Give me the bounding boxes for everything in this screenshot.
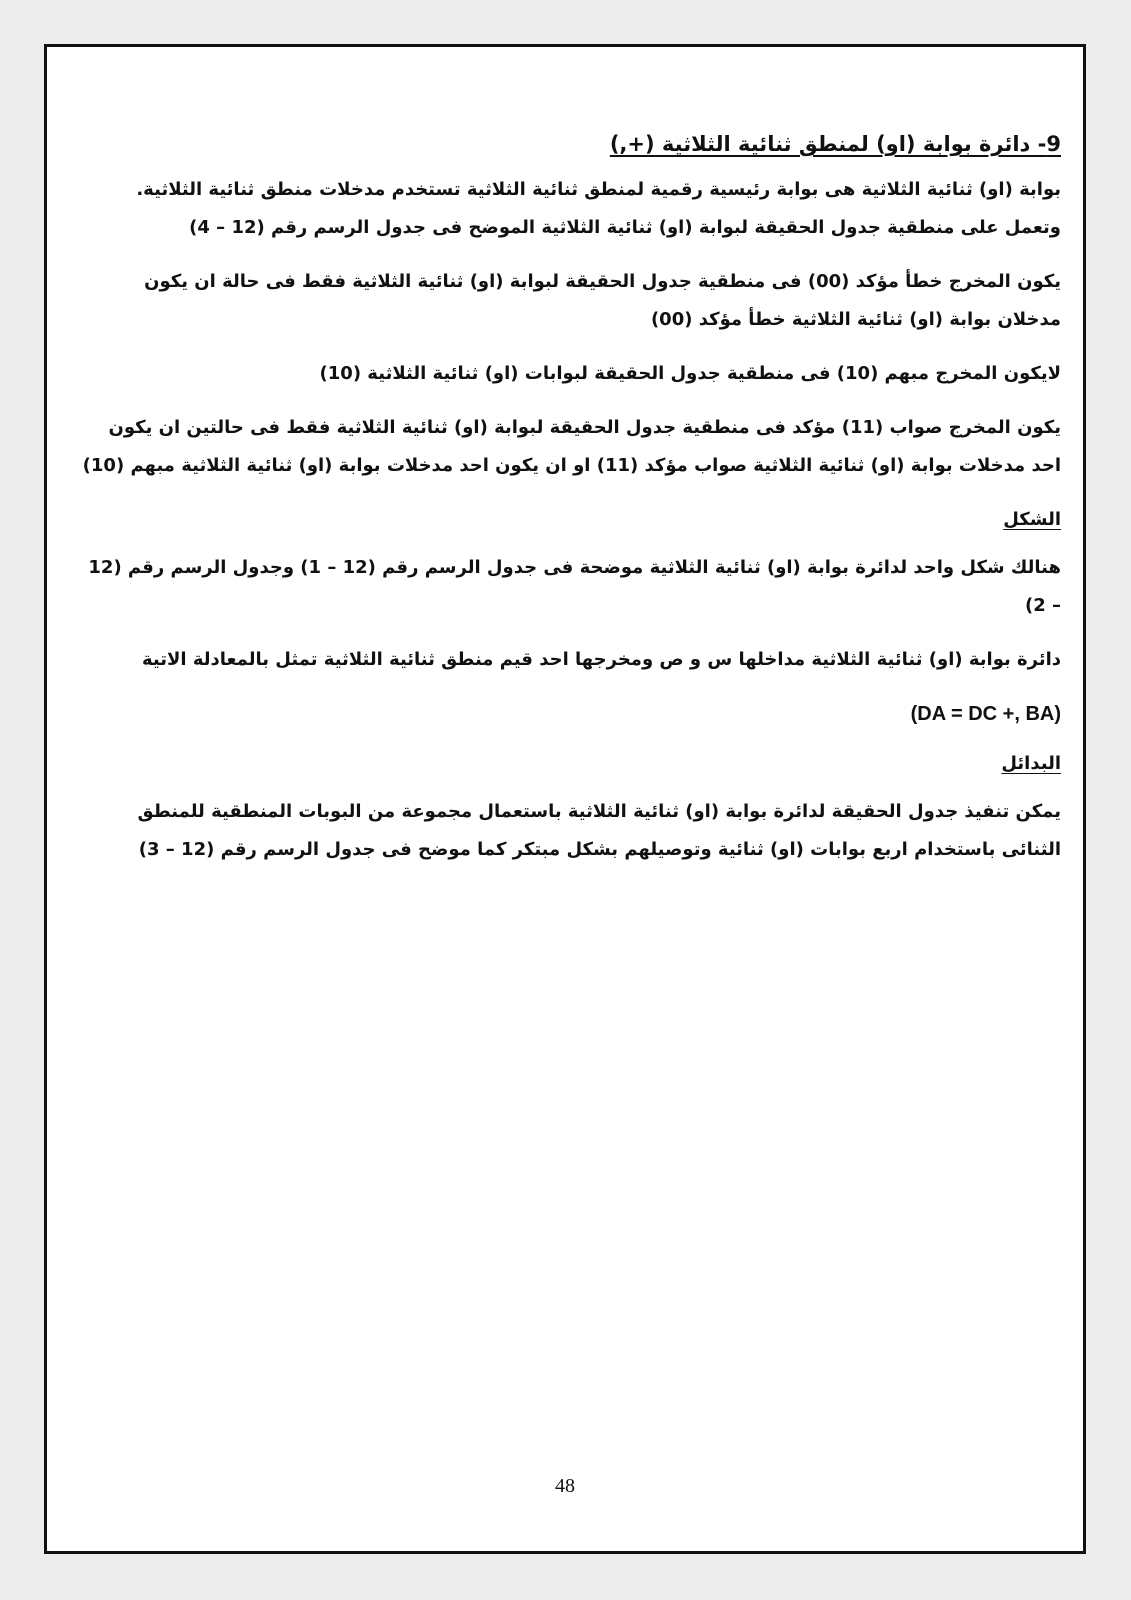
equation: (DA = DC +, BA) xyxy=(910,703,1061,725)
page-number: 48 xyxy=(555,1475,575,1497)
page-content xyxy=(77,125,1061,885)
paragraph-definition: بوابة (او) ثنائية الثلاثية هى بوابة رئيسية رقمية لمنطق ثنائية الثلاثية تستخدم مدخلات منطق ثنائية الثلاثية. وتعمل على منطقية جدول الحقيقة لبوابة (او) ثنائية الثلاثية الموضح فى جدول الرسم رقم (12 – 4) xyxy=(136,179,1061,238)
paragraph-circuit-inputs: دائرة بوابة (او) ثنائية الثلاثية مداخلها س و ص ومخرجها احد قيم منطق ثنائية الثلاثية تمثل بالمعادلة الاتية xyxy=(141,649,1061,670)
paragraph-true-output: يكون المخرج صواب (11) مؤكد فى منطقية جدول الحقيقة لبوابة (او) ثنائية الثلاثية فقط فى حالتين ان يكون احد مدخلات بوابة (او) ثنائية الثلاثية صواب مؤكد (11) او ان يكون احد مدخلات بوابة (او) ثنائية الثلاثية مبهم (10) xyxy=(82,417,1061,476)
paragraph-false-output: يكون المخرج خطأ مؤكد (00) فى منطقية جدول الحقيقة لبوابة (او) ثنائية الثلاثية فقط فى حالة ان يكون مدخلان بوابة (او) ثنائية الثلاثية خطأ مؤكد (00) xyxy=(144,271,1061,330)
alternatives-heading: البدائل xyxy=(1001,753,1061,774)
shape-heading: الشكل xyxy=(1003,509,1061,530)
document-page xyxy=(44,44,1086,1554)
paragraph-shape-description: هنالك شكل واحد لدائرة بوابة (او) ثنائية الثلاثية موضحة فى جدول الرسم رقم (12 – 1) وجدول الرسم رقم (12 – 2) xyxy=(88,557,1061,616)
paragraph-ambiguous-output: لايكون المخرج مبهم (10) فى منطقية جدول الحقيقة لبوابات (او) ثنائية الثلاثية (10) xyxy=(319,363,1061,384)
section-title: 9- دائرة بوابة (او) لمنطق ثنائية الثلاثية (+,) xyxy=(609,132,1061,156)
paragraph-alternatives: يمكن تنفيذ جدول الحقيقة لدائرة بوابة (او) ثنائية الثلاثية باستعمال مجموعة من البوبات المنطقية للمنطق الثنائى باستخدام اربع بوابات (او) ثنائية وتوصيلهم بشكل مبتكر كما موضح فى جدول الرسم رقم (12 – 3) xyxy=(137,801,1061,860)
